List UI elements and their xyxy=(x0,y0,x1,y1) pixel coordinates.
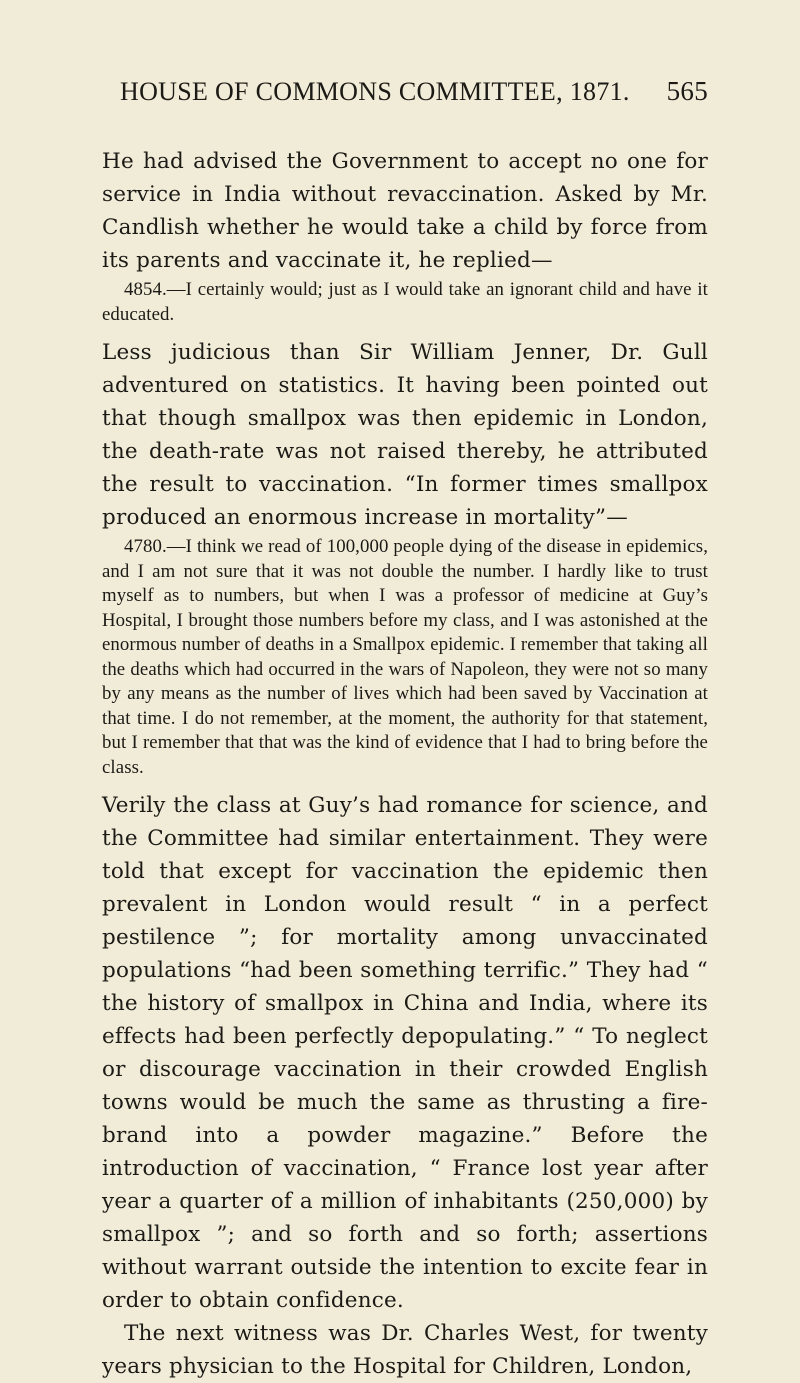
quote-4780: 4780.—I think we read of 100,000 people dying of the disease in epidemics, and I am not sure that it was not double the number. I hardly like to trust myself as to numbers, but when I was a professor of medicine at Guy’s Hospital, I brought those numbers before my class, and I was astonished at the enormous number of deaths in a Smallpox epidemic. I remember that taking all the deaths which had occurred in the wars of Napoleon, they were not so many by any means as the number of lives which had been saved by Vaccination at that time. I do not remember, at the moment, the authority for that statement, but I remember that that was the kind of evidence that I had to bring before the class. xyxy=(102,536,708,778)
quote-4854: 4854.—I certainly would; just as I would take an ignorant child and have it educated. xyxy=(102,279,708,325)
paragraph-gull-statistics: Less judicious than Sir William Jenner, Dr. Gull adventured on statistics. It having been pointed out that though smallpox was then epidemic in London, the death-rate was not raised thereby, he attributed the result to vaccination. “In former times smallpox produced an enormous increase in mortality”— xyxy=(102,340,708,530)
paragraph-next-witness: The next witness was Dr. Charles West, for twenty years physician to the Hospital for Children, London, xyxy=(102,1321,708,1379)
page-number: 565 xyxy=(666,76,708,106)
running-head xyxy=(102,76,708,107)
paragraph-verily: Verily the class at Guy’s had romance for science, and the Committee had similar entertainment. They were told that except for vaccination the epidemic then prevalent in London would result “ in a perfect pestilence ”; for mortality among unvaccinated populations “had been something terrific.” They had “ the history of smallpox in China and India, where its effects had been perfectly depopulating.” “ To neglect or discourage vaccination in their crowded English towns would be much the same as thrusting a fire-brand into a powder magazine.” Before the introduction of vaccination, “ France lost year after year a quarter of a million of inhabitants (250,000) by smallpox ”; and so forth and so forth; assertions without warrant outside the intention to excite fear in order to obtain confidence. xyxy=(102,793,708,1313)
running-title: HOUSE OF COMMONS COMMITTEE, 1871. xyxy=(120,77,630,106)
paragraph-revaccination: He had advised the Government to accept no one for service in India without revaccination. Asked by Mr. Candlish whether he would take a child by force from its parents and vaccinate it, he replied— xyxy=(102,149,708,273)
